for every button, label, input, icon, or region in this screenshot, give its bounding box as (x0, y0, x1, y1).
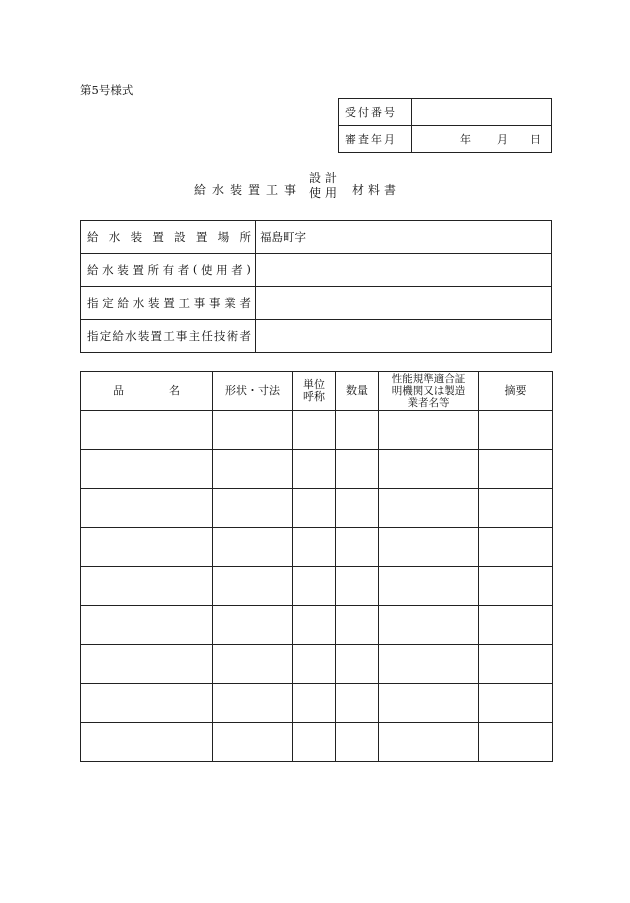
info-row-engineer (81, 320, 552, 353)
material-row (81, 450, 553, 489)
info-table (80, 220, 552, 353)
material-quantity-cell[interactable] (336, 411, 379, 450)
title-use: 使用 (309, 186, 342, 200)
material-certification-cell[interactable] (379, 645, 479, 684)
contractor-label (81, 287, 256, 320)
material-remarks-cell[interactable] (479, 567, 553, 606)
material-unit-cell[interactable] (293, 723, 336, 762)
material-row (81, 723, 553, 762)
title-mid (309, 171, 341, 201)
info-row-owner (81, 254, 552, 287)
material-quantity-cell[interactable] (336, 645, 379, 684)
material-shape-size-cell[interactable] (213, 528, 293, 567)
header-shape-size: 形状・寸法 (213, 372, 293, 411)
location-field[interactable]: 福島町字 (256, 221, 552, 254)
material-unit-cell[interactable] (293, 684, 336, 723)
month-label: 月 (497, 133, 508, 146)
material-item-name-cell[interactable] (81, 489, 213, 528)
header-certification (379, 372, 479, 411)
material-row (81, 606, 553, 645)
location-label (81, 221, 256, 254)
location-label-text: 給 水 装 置 設 置 場 所 (87, 230, 251, 244)
material-item-name-cell[interactable] (81, 684, 213, 723)
material-certification-cell[interactable] (379, 606, 479, 645)
engineer-label (81, 320, 256, 353)
header-remarks: 摘要 (479, 372, 553, 411)
review-date-field[interactable] (412, 126, 552, 153)
engineer-field[interactable] (256, 320, 552, 353)
acceptance-no-label: 受付番号 (339, 99, 412, 126)
material-row (81, 411, 553, 450)
material-item-name-cell[interactable] (81, 528, 213, 567)
material-certification-cell[interactable] (379, 567, 479, 606)
material-shape-size-cell[interactable] (213, 606, 293, 645)
material-item-name-cell[interactable] (81, 606, 213, 645)
material-unit-cell[interactable] (293, 567, 336, 606)
title-left: 給水装置工事 (194, 183, 303, 197)
material-quantity-cell[interactable] (336, 528, 379, 567)
engineer-label-text: 指 定 給 水 装 置 工 事 主 任 技 術 者 (87, 329, 251, 343)
material-item-name-cell[interactable] (81, 645, 213, 684)
material-certification-cell[interactable] (379, 723, 479, 762)
material-shape-size-cell[interactable] (213, 645, 293, 684)
header-item-name (81, 372, 213, 411)
material-quantity-cell[interactable] (336, 606, 379, 645)
material-remarks-cell[interactable] (479, 411, 553, 450)
material-unit-cell[interactable] (293, 450, 336, 489)
owner-label-text: 給 水 装 置 所 有 者 ( 使 用 者 ) (87, 262, 251, 277)
material-remarks-cell[interactable] (479, 489, 553, 528)
info-row-location (81, 221, 552, 254)
header-unit (293, 372, 336, 411)
material-certification-cell[interactable] (379, 684, 479, 723)
material-row (81, 489, 553, 528)
header-cert-line3: 業者名等 (407, 397, 450, 409)
contractor-field[interactable] (256, 287, 552, 320)
title-right: 材料書 (352, 183, 401, 197)
material-row (81, 528, 553, 567)
material-shape-size-cell[interactable] (213, 489, 293, 528)
material-item-name-cell[interactable] (81, 723, 213, 762)
material-row (81, 684, 553, 723)
material-remarks-cell[interactable] (479, 528, 553, 567)
material-unit-cell[interactable] (293, 411, 336, 450)
material-unit-cell[interactable] (293, 489, 336, 528)
contractor-label-text: 指 定 給 水 装 置 工 事 事 業 者 (87, 296, 251, 310)
material-shape-size-cell[interactable] (213, 450, 293, 489)
material-quantity-cell[interactable] (336, 723, 379, 762)
material-shape-size-cell[interactable] (213, 567, 293, 606)
material-quantity-cell[interactable] (336, 684, 379, 723)
material-quantity-cell[interactable] (336, 489, 379, 528)
day-label: 日 (530, 133, 541, 146)
material-unit-cell[interactable] (293, 645, 336, 684)
material-shape-size-cell[interactable] (213, 411, 293, 450)
material-certification-cell[interactable] (379, 489, 479, 528)
form-number: 第5号様式 (80, 83, 134, 97)
header-item-name-a: 品 (113, 384, 124, 397)
material-certification-cell[interactable] (379, 450, 479, 489)
materials-body (81, 411, 553, 762)
material-certification-cell[interactable] (379, 528, 479, 567)
acceptance-no-field[interactable] (412, 99, 552, 126)
material-row (81, 567, 553, 606)
owner-field[interactable] (256, 254, 552, 287)
owner-label (81, 254, 256, 287)
material-quantity-cell[interactable] (336, 567, 379, 606)
material-unit-cell[interactable] (293, 606, 336, 645)
review-date-label: 審査年月 (339, 126, 412, 153)
material-row (81, 645, 553, 684)
header-unit-bottom: 呼称 (303, 390, 325, 403)
material-remarks-cell[interactable] (479, 645, 553, 684)
material-remarks-cell[interactable] (479, 450, 553, 489)
material-quantity-cell[interactable] (336, 450, 379, 489)
year-label: 年 (460, 133, 471, 146)
material-item-name-cell[interactable] (81, 567, 213, 606)
header-cert-line2: 明機関又は製造 (391, 385, 466, 397)
materials-table (80, 371, 553, 762)
material-shape-size-cell[interactable] (213, 723, 293, 762)
material-remarks-cell[interactable] (479, 606, 553, 645)
material-item-name-cell[interactable] (81, 450, 213, 489)
info-row-contractor (81, 287, 552, 320)
material-shape-size-cell[interactable] (213, 684, 293, 723)
header-quantity: 数量 (336, 372, 379, 411)
materials-header-row (81, 372, 553, 411)
header-item-name-b: 名 (169, 384, 180, 397)
material-remarks-cell[interactable] (479, 723, 553, 762)
material-certification-cell[interactable] (379, 411, 479, 450)
material-item-name-cell[interactable] (81, 411, 213, 450)
material-remarks-cell[interactable] (479, 684, 553, 723)
title-design: 設計 (309, 171, 342, 185)
header-unit-top: 単位 (303, 378, 325, 391)
receipt-box (338, 98, 552, 153)
material-unit-cell[interactable] (293, 528, 336, 567)
header-cert-line1: 性能規準適合証 (391, 373, 466, 385)
